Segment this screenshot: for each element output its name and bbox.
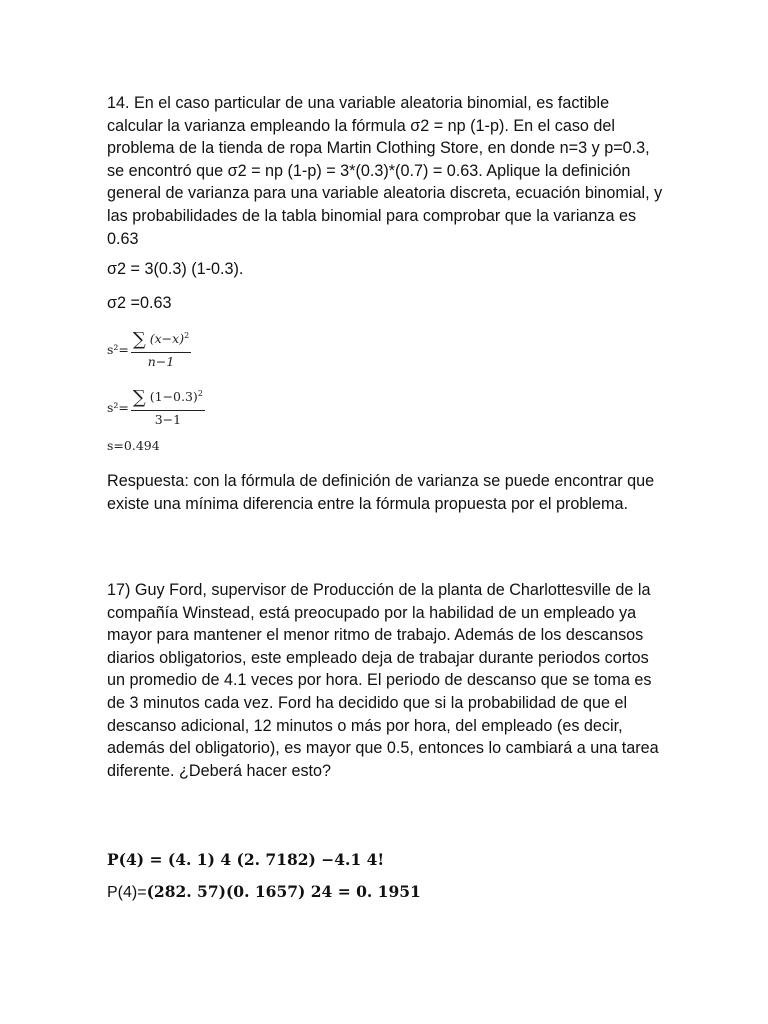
- poisson-calculation: [107, 882, 421, 902]
- poisson-formula: P(4) = (4. 1) 4 (2. 7182) −4.1 4!: [107, 850, 385, 869]
- formula-lhs: s²=: [107, 341, 129, 357]
- problem-14-statement: 14. En el caso particular de una variable aleatoria binomial, es factible calcular la varianza empleando la fórmula σ2 = np (1-p). En el caso del problema de la tienda de ropa Martin Clothing Store, en donde n=3 y p=0.3, se encontró que σ2 = np (1-p) = 3*(0.3)*(0.7) = 0.63. Aplique la definición general de varianza para una variable aleatoria discreta, ecuación binomial, y las probabilidades de la tabla binomial para comprobar que la varianza es 0.63: [107, 94, 663, 248]
- formula-numerator-term: (x−x): [149, 331, 185, 346]
- problem-17-statement: 17) Guy Ford, supervisor de Producción de la planta de Charlottesville de la compañía Winstead, está preocupado por la habilidad de un empleado ya mayor para mantener el menor ritmo de trabajo. Además de los descansos diarios obligatorios, este empleado deja de trabajar durante periodos cortos un promedio de 4.1 veces por hora. El periodo de descanso que se toma es de 3 minutos cada vez. Ford ha decidido que si la probabilidad de que el descanso adicional, 12 minutos o más por hora, del empleado (es decir, además del obligatorio), es mayor que 0.5, entonces lo cambiará a una tarea diferente. ¿Deberá hacer esto?: [107, 581, 659, 780]
- formula-numerator: [131, 387, 205, 411]
- variance-step-1: σ2 = 3(0.3) (1-0.3).: [107, 260, 244, 278]
- problem-14-answer: Respuesta: con la fórmula de definición de varianza se puede encontrar que existe una mínima diferencia entre la fórmula propuesta por el problema.: [107, 472, 655, 513]
- sum-symbol: ∑: [132, 387, 146, 408]
- formula-fraction: [131, 387, 205, 427]
- formula-denominator: n−1: [147, 354, 175, 369]
- variance-step-2: σ2 =0.63: [107, 294, 172, 312]
- formula-numerator-term: (1−0.3): [149, 389, 198, 404]
- formula-lhs: s²=: [107, 399, 129, 415]
- formula-exponent: 2: [197, 388, 203, 398]
- std-deviation-result: s=0.494: [107, 438, 160, 453]
- formula-fraction: [131, 329, 191, 369]
- substituted-variance-formula: [107, 385, 205, 429]
- sum-symbol: ∑: [132, 329, 146, 350]
- sample-variance-formula: [107, 327, 191, 371]
- poisson-calculation-value: (282. 57)(0. 1657) 24 = 0. 1951: [146, 882, 421, 901]
- formula-exponent: 2: [184, 330, 190, 340]
- formula-denominator: 3−1: [154, 412, 182, 427]
- formula-numerator: [131, 329, 191, 353]
- poisson-calculation-prefix: P(4)=: [107, 884, 147, 901]
